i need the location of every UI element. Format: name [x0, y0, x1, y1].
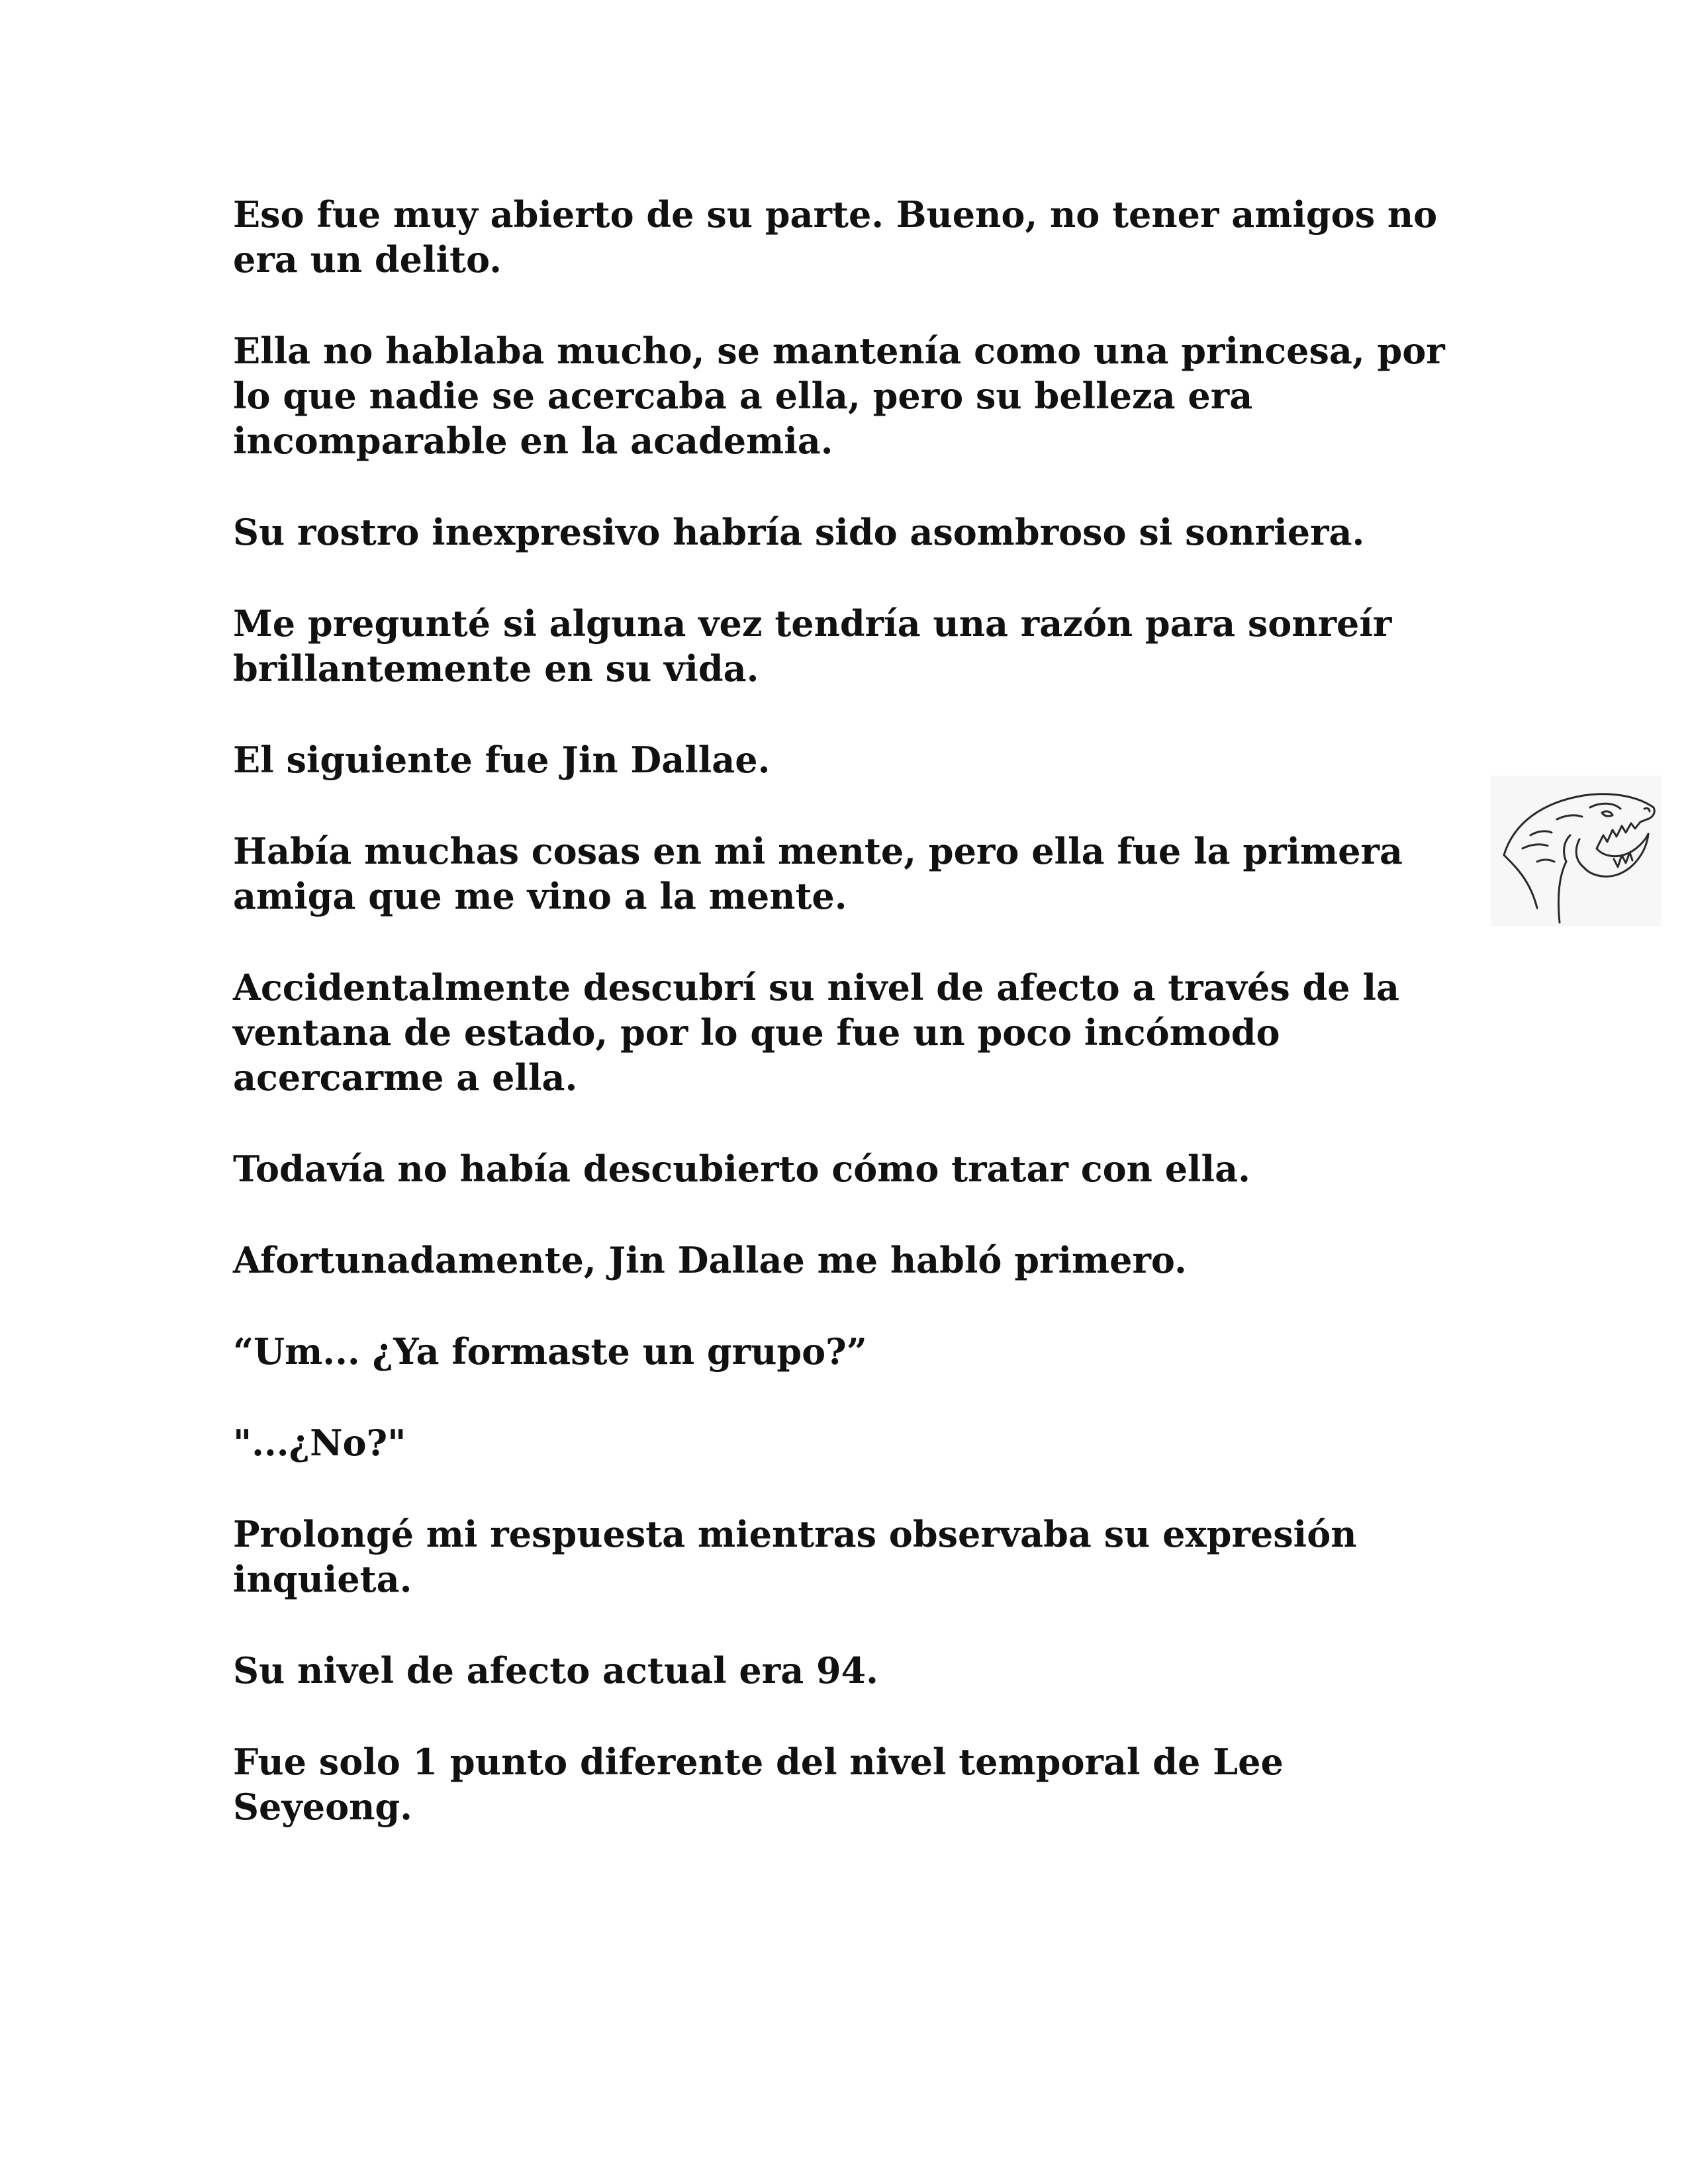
paragraph-14: Fue solo 1 punto diferente del nivel temporal de Lee Seyeong.: [233, 1741, 1284, 1828]
paragraph-8: Todavía no había descubierto cómo tratar con ella.: [233, 1148, 1250, 1190]
body-text: [233, 192, 1451, 1876]
paragraph-9: Afortunadamente, Jin Dallae me habló primero.: [233, 1239, 1187, 1281]
paragraph-1: Eso fue muy abierto de su parte. Bueno, no tener amigos no era un delito.: [233, 193, 1438, 281]
paragraph-12: Prolongé mi respuesta mientras observaba su expresión inquieta.: [233, 1513, 1357, 1600]
paragraph-3: Su rostro inexpresivo habría sido asombroso si sonriera.: [233, 511, 1365, 553]
paragraph-2: Ella no hablaba mucho, se mantenía como una princesa, por lo que nadie se acercaba a ella, pero su belleza era incomparable en la academia.: [233, 330, 1445, 462]
paragraph-6: Había muchas cosas en mi mente, pero ella fue la primera amiga que me vino a la mente.: [233, 830, 1403, 917]
paragraph-7: Accidentalmente descubrí su nivel de afecto a través de la ventana de estado, por lo que fue un poco incómodo acercarme a ella.: [233, 966, 1399, 1099]
paragraph-4: Me pregunté si alguna vez tendría una razón para sonreír brillantemente en su vida.: [233, 602, 1392, 690]
paragraph-5: El siguiente fue Jin Dallae.: [233, 739, 771, 781]
paragraph-11: "...¿No?": [233, 1422, 406, 1464]
dinosaur-head-icon: [1491, 776, 1662, 927]
paragraph-13: Su nivel de afecto actual era 94.: [233, 1649, 878, 1692]
paragraph-10: “Um... ¿Ya formaste un grupo?”: [233, 1330, 867, 1373]
